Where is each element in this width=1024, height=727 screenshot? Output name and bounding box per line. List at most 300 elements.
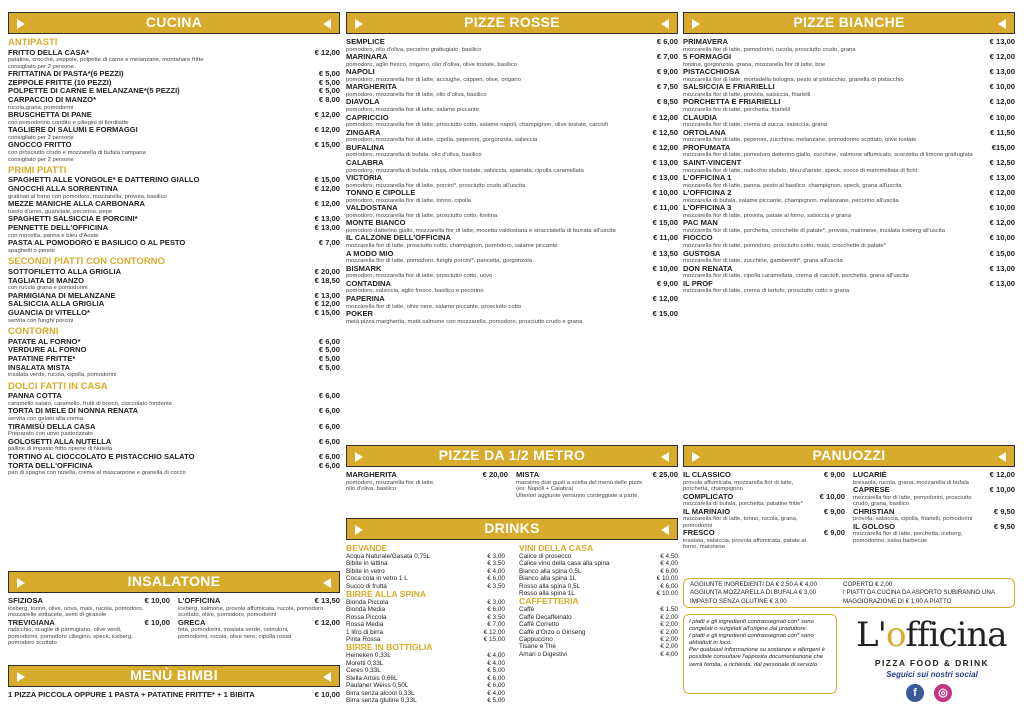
drink-name: Calice vino della casa alla spina	[519, 560, 610, 568]
item-name: ZEPPOLE FRITTE (10 PEZZI)	[8, 77, 112, 87]
item-price: € 6,00	[318, 436, 340, 446]
pizza-item	[683, 68, 1015, 77]
drink-name: Birra senza glutine 0,33L	[346, 696, 417, 704]
pizza-item	[683, 53, 1015, 62]
menu-item	[8, 407, 340, 416]
drink-name: Acqua Naturale/Gasata 0,75L	[346, 553, 431, 560]
pizza-name: CONTADINA	[346, 278, 391, 288]
item-description: palline di impasto fritto ripiene di Nutella	[8, 446, 113, 453]
mezzo-margherita: MARGHERITA € 20,00 pomodoro, mozzarella fior di latte, olio d'oliva, basilico	[346, 470, 508, 493]
pizza-name: NAPOLI	[346, 67, 375, 77]
drink-name: Coca cola in vetro 1 L	[346, 575, 408, 583]
drink-price: € 2,00	[660, 628, 678, 636]
drink-price: € 7,00	[487, 621, 505, 629]
extras-right: MAGGIORAZIONE DI € 1,00 A PIATTO	[843, 597, 952, 605]
item-name: SFIZIOSA	[8, 596, 44, 605]
extras-lines	[690, 581, 1008, 606]
item-description: Preparato con uovo pastorizzato	[8, 431, 93, 438]
pizza-item	[346, 189, 678, 198]
pizza-ingredients: mozzarella fior di latte, porchetta, crocchette di patate*, provola, maionese, insalata iceberg all'uscita	[683, 228, 946, 235]
pizza-price: € 15,00	[652, 218, 678, 228]
item-price: € 5,00	[318, 362, 340, 372]
pizza-item	[683, 38, 1015, 47]
arrow-left-icon	[998, 452, 1006, 462]
drink-name: Cappuccino	[519, 636, 553, 644]
notice-line: verrà fornita, a richiesta, dal personale di servizio.	[689, 661, 819, 668]
drink-price: € 4,00	[487, 652, 505, 660]
extras-row	[690, 598, 1008, 606]
drink-price: € 10,00	[656, 590, 678, 598]
item-description: iceberg, tonno, olive, uova, mais, rucola, pomodoro,	[8, 605, 144, 612]
drink-name: Bibite in vetro	[346, 567, 385, 575]
drink-price: € 6,00	[487, 682, 505, 690]
item-description: insalata, salsiccia, provola affumicata, patate al	[683, 537, 807, 544]
pizza-name: PORCHETTA E FRIARIELLI	[683, 97, 781, 107]
item-price: € 9,00	[823, 470, 845, 479]
brand-logo: L'officina	[856, 615, 1007, 655]
drink-item	[346, 675, 505, 682]
drink-name: Bionda Piccola	[346, 599, 389, 607]
menu-item	[178, 619, 340, 628]
pizza-price: € 13,00	[989, 172, 1015, 182]
item-price: € 10,00	[989, 485, 1015, 495]
item-description: pomodorino, salsa barbecue	[853, 537, 928, 544]
pizza-price: € 11,00	[653, 233, 678, 243]
item-description: provola affumicata, mozzarella fior di latte,	[683, 479, 794, 486]
menu-item	[853, 471, 1015, 480]
item-description: pomodorini, pomodoro ciliegino, speck, iceberg,	[8, 633, 133, 640]
pizza-name: CLAUDIA	[683, 112, 718, 122]
pizza-ingredients: mozzarella fior di latte, zucchine, gamberetti*, grana all'uscita	[683, 258, 843, 265]
drink-name: Caffè d'Orzo o Ginseng	[519, 628, 586, 636]
menu-item	[683, 493, 845, 502]
pizza-item	[683, 129, 1015, 138]
pizza-price: € 12,00	[989, 97, 1015, 107]
pizza-name: ORTOLANA	[683, 127, 726, 137]
drink-item	[346, 575, 505, 582]
pizza-price: € 15,00	[652, 308, 678, 318]
pizza-name: SEMPLICE	[346, 37, 385, 46]
pizza-name: IL PROF	[683, 278, 713, 288]
notice-line: abbattuti in loco.	[689, 640, 732, 647]
item-description: pomodoro scottato	[8, 640, 57, 647]
item-name: TORTA DELL'OFFICINA	[8, 460, 93, 470]
drink-item	[346, 621, 505, 628]
panuozzi-section	[683, 445, 1015, 551]
notice-lines	[689, 619, 831, 669]
item-name: LUCARIÉ	[853, 470, 887, 479]
drink-name: Paulaner Weiss 0,50L	[346, 682, 409, 690]
item-name: TIRAMISÙ DELLA CASA	[8, 421, 96, 431]
drink-item	[346, 606, 505, 613]
item-price: € 8,00	[318, 95, 340, 105]
pizza-price: € 9,00	[656, 67, 678, 77]
menu-item	[8, 597, 170, 606]
drink-item	[519, 606, 678, 613]
item-name: GRECA	[178, 617, 206, 627]
mezzo-metro-header: PIZZE DA 1/2 METRO	[346, 445, 678, 467]
cucina-header: CUCINA	[8, 12, 340, 34]
pizza-name: MARINARA	[346, 52, 388, 62]
pizza-price: € 11,00	[653, 203, 678, 213]
pizza-name: POKER	[346, 308, 374, 318]
pizza-item	[346, 83, 678, 92]
menu-item	[8, 364, 340, 373]
item-name: TREVIGIANA	[8, 617, 55, 627]
drinks-header: DRINKS	[346, 518, 678, 540]
item-description: mozzarella fior di latte, porchetta, iceberg,	[853, 531, 963, 538]
pizza-ingredients: mozzarella fior di latte, pomodorini, rucola, prosciutto crudo, grana	[683, 46, 856, 53]
item-description: con prosciutto crudo e mozzarella di bufala campana	[8, 150, 146, 157]
item-name: MEZZE MANICHE ALLA CARBONARA	[8, 199, 145, 209]
extras-right: COPERTO € 2,00	[843, 581, 893, 588]
bimbi-offer: 1 PIZZA PICCOLA OPPURE 1 PASTA + PATATINE FRITTE* + 1 BIBITA € 10,00	[8, 690, 340, 699]
item-price: € 10,00	[819, 491, 845, 501]
pizza-price: € 8,50	[656, 97, 678, 107]
pizza-ingredients: mozzarella fior di latte, panna, pesto al basilico, champignon, speck, grana all'uscita	[683, 182, 902, 189]
item-name: SALSICCIA ALLA GRIGLIA	[8, 299, 105, 309]
pizza-price: € 11,50	[990, 127, 1015, 137]
drink-name: Heineken 0,33L	[346, 652, 391, 660]
item-price: € 18,50	[314, 275, 340, 285]
drink-name: Amari o Digestivi	[519, 650, 567, 658]
drink-name: Tisane e Thè	[519, 643, 556, 651]
pizza-name: 5 FORMAGGI	[683, 52, 732, 62]
pizza-ingredients: pomodoro, mozzarella fior di latte, prosciutto cotto, salame napoli, champignon, olive tostate, carciofi	[346, 122, 608, 129]
item-price: € 6,00	[318, 406, 340, 416]
pizza-name: GUSTOSA	[683, 248, 721, 258]
pizze-bianche-header: PIZZE BIANCHE	[683, 12, 1015, 34]
notice-line: possibile consultare l'apposita documentazione che	[689, 654, 824, 661]
item-name: FRITTATINA DI PASTA*(6 PEZZI)	[8, 69, 124, 79]
pizza-ingredients: pomodoro, mozzarella fior di latte, prosciutto cotto, fontina	[346, 212, 498, 219]
drink-price: € 12,00	[483, 628, 505, 636]
drink-price: € 3,00	[487, 553, 505, 560]
drink-price: € 4,00	[487, 567, 505, 575]
item-description: forno, maionese	[683, 544, 726, 551]
drink-price: € 3,50	[487, 613, 505, 621]
arrow-right-icon	[355, 19, 363, 29]
item-description: consigliato per 2 persone	[8, 135, 74, 142]
drink-price: € 10,00	[656, 575, 678, 583]
drink-item	[519, 614, 678, 621]
panuozzi-header: PANUOZZI	[683, 445, 1015, 467]
menu-item	[853, 523, 1015, 532]
pizza-price: € 12,00	[989, 52, 1015, 62]
item-name: IL CLASSICO	[683, 470, 731, 479]
item-description: con rucola grana e pomodorini	[8, 285, 88, 292]
bimbi-header: MENÙ BIMBI	[8, 665, 340, 687]
brand-tagline: PIZZA FOOD & DRINK	[874, 658, 990, 668]
item-description: rucola,grana, pomodorini	[8, 104, 74, 111]
contorni-title: CONTORNI	[8, 326, 59, 338]
arrow-right-icon	[355, 452, 363, 462]
pizza-ingredients: mozzarella di bufala, salame piccante, champignon, melanzane, pecorino all'uscita	[683, 197, 899, 204]
drink-item	[346, 667, 505, 674]
drink-price: € 2,00	[660, 643, 678, 651]
item-description: pomodorini	[683, 522, 713, 529]
item-description: consigliato per 2 persone	[8, 156, 74, 163]
drink-name: Pinta Rossa	[346, 636, 381, 644]
pizza-price: € 13,00	[989, 278, 1015, 288]
pizza-price: € 12,00	[989, 188, 1015, 198]
pizza-ingredients: pomodoro, mozzarella di bufala, nduja, olive tostate, salsiccia, spianata, cipolla caramellata	[346, 167, 584, 174]
pizza-name: FIOCCO	[683, 233, 713, 243]
pizza-item	[683, 189, 1015, 198]
menu-item	[8, 392, 340, 401]
antipasti-title: ANTIPASTI	[8, 37, 58, 48]
drink-price: € 15,00	[483, 636, 505, 644]
pizza-item	[683, 250, 1015, 259]
dolci-title: DOLCI FATTI IN CASA	[8, 380, 108, 392]
drink-name: Rosso alla spina 1L	[519, 590, 575, 598]
item-name: GNOCCHI ALLA SORRENTINA	[8, 184, 118, 194]
pizza-price: € 12,00	[652, 293, 678, 303]
drink-price: € 4,50	[660, 553, 678, 560]
contorni-list	[8, 338, 340, 379]
pizza-item	[683, 159, 1015, 168]
pizza-ingredients: mozzarella fior di latte, peperoni, zucchine, melanzane, pomodorino scottato, olive tostate	[683, 137, 917, 144]
pizza-price: € 10,00	[989, 203, 1015, 213]
facebook-icon[interactable]: f	[906, 684, 924, 702]
pizza-name: IL CALZONE DELL'OFFICINA	[346, 233, 452, 243]
drink-item	[346, 614, 505, 621]
item-description: crudo, grana, basilico	[853, 501, 909, 508]
item-name: POLPETTE DI CARNE E MELANZANE*(5 PEZZI)	[8, 86, 180, 96]
drink-price: € 2,00	[660, 636, 678, 644]
item-price: € 15,00	[314, 175, 340, 185]
pizze-rosse-column	[346, 12, 678, 325]
item-price: € 10,00	[144, 617, 170, 627]
pizza-item	[346, 38, 678, 47]
drink-price: € 2,00	[660, 621, 678, 629]
drink-name: Bianco alla spina 1L	[519, 575, 577, 583]
pizza-item	[346, 250, 678, 259]
pizza-price: € 12,00	[652, 142, 678, 152]
menu-item	[8, 49, 340, 58]
pizza-ingredients: mozzarella fior di latte, pomodoro, prosciutto cotto, mais, crocchette di patate*	[683, 243, 886, 250]
pizza-ingredients: pomodoro, olio d'oliva, pecorino grattugiato, basilico	[346, 46, 482, 53]
item-description: consigliato per 2 persone	[8, 63, 74, 70]
pizza-ingredients: mozzarella fior di latte, prosciutto cotto, champignon, pomodoro, salame piccante	[346, 243, 558, 250]
pizza-item	[346, 295, 678, 304]
item-price: € 12,00	[989, 470, 1015, 479]
pizza-ingredients: mozzarella fior di latte, olive nere, salame piccante, prosciutto cotto	[346, 303, 522, 310]
pizza-ingredients: pomodoro, mozzarella fior di latte, salame piccante	[346, 107, 479, 114]
arrow-left-icon	[661, 19, 669, 29]
drink-price: € 4,00	[487, 659, 505, 667]
pizza-item	[346, 219, 678, 228]
item-name: GNOCCO FRITTO	[8, 140, 72, 150]
arrow-right-icon	[17, 19, 25, 29]
drinks-category: VINI DELLA CASA	[519, 543, 594, 553]
item-name: PATATINE FRITTE*	[8, 354, 76, 364]
drink-price: € 4,00	[660, 650, 678, 658]
menu-item	[8, 96, 340, 105]
pizze-rosse-header: PIZZE ROSSE	[346, 12, 678, 34]
drink-item	[346, 660, 505, 667]
panuozzi-right-list	[853, 471, 1015, 551]
pizza-ingredients: metà pizza margherita, metà salmone con mozzarella, pomodoro, prosciutto crudo e grana	[346, 318, 583, 325]
item-price: € 20,00	[314, 266, 340, 276]
extras-row	[690, 589, 1008, 597]
item-name: CARPACCIO DI MANZO*	[8, 95, 97, 105]
pizza-price: € 10,00	[989, 82, 1015, 92]
arrow-right-icon	[692, 19, 700, 29]
item-price: € 5,00	[318, 354, 340, 364]
drink-name: Caffè Corretto	[519, 621, 560, 629]
item-name: PARMIGIANA DI MELANZANE	[8, 290, 116, 300]
drink-item	[519, 651, 678, 658]
insalatone-header: INSALATONE	[8, 571, 340, 593]
secondi-title: SECONDI PIATTI CON CONTORNO	[8, 256, 165, 268]
item-price: € 12,00	[314, 47, 340, 57]
item-name: CAPRESE	[853, 485, 890, 495]
pizza-name: CALABRA	[346, 157, 384, 167]
pizza-item	[683, 114, 1015, 123]
drink-item	[346, 652, 505, 659]
menu-item	[8, 619, 170, 628]
instagram-icon[interactable]: ◎	[934, 684, 952, 702]
pizza-ingredients: pomodoro, mozzarella fior di latte, olio d'oliva, basilico	[346, 92, 487, 99]
pizza-item	[683, 265, 1015, 274]
drink-name: Caffè	[519, 606, 535, 614]
insalatone-left-list	[8, 597, 170, 646]
pizza-price: € 10,00	[989, 233, 1015, 243]
item-price: € 6,00	[318, 391, 340, 401]
item-description: servita con funghi porcini	[8, 317, 74, 324]
drink-name: Calice di prosecco	[519, 553, 572, 560]
pizza-ingredients: pomodoro, mozzarella fior di latte, cipolla, peperoni, gorgonzola, salsiccia	[346, 137, 538, 144]
item-name: FRITTO DELLA CASA*	[8, 47, 89, 57]
drink-name: Rosso alla spina 0,5L	[519, 582, 581, 590]
insalatone-section	[8, 571, 340, 646]
pizza-item	[346, 114, 678, 123]
pizza-price: € 13,50	[652, 248, 678, 258]
item-name: TAGLIATA DI MANZO	[8, 275, 85, 285]
drink-item	[346, 629, 505, 636]
item-price: € 6,00	[318, 336, 340, 346]
pizza-name: CAPRICCIO	[346, 112, 389, 122]
primi-title: PRIMI PIATTI	[8, 164, 67, 176]
drink-price: € 6,00	[487, 606, 505, 614]
pizza-ingredients: pomodoro, mozzarella fior di latte, porcini*, prosciutto crudo all'uscita	[346, 182, 526, 189]
notice-line: Per qualsiasi informazione su sostanze e allergeni è	[689, 647, 825, 654]
extras-row	[690, 581, 1008, 589]
drink-name: Rossa Piccola	[346, 613, 387, 621]
pizza-item	[346, 98, 678, 107]
menu-item	[683, 471, 845, 480]
item-description: pomodorini, rucola, olive nere, cipolla rossa	[178, 633, 292, 640]
pizze-bianche-list	[683, 38, 1015, 295]
item-name: GOLOSETTI ALLA NUTELLA	[8, 436, 112, 446]
pizza-item	[683, 144, 1015, 153]
menu-item	[178, 597, 340, 606]
pizza-price: € 13,00	[652, 172, 678, 182]
drink-item	[519, 560, 678, 567]
item-price: € 12,00	[314, 125, 340, 135]
drink-name: Rossa Media	[346, 621, 384, 629]
item-name: PATATE AL FORNO*	[8, 336, 81, 346]
item-description: scottato, olive, pomodoro, pomodorini	[178, 612, 277, 619]
menu-item	[8, 224, 340, 233]
pizza-price: € 13,00	[989, 37, 1015, 46]
item-price: € 6,00	[318, 451, 340, 461]
pizza-item	[346, 68, 678, 77]
item-price: € 13,00	[314, 223, 340, 233]
arrow-right-icon	[692, 452, 700, 462]
drinks-category: BIRRE ALLA SPINA	[346, 589, 427, 600]
drink-price: € 5,00	[487, 696, 505, 704]
menu-item	[8, 462, 340, 471]
notice-line: I piatti e gli ingredienti contrassegnati con* sono	[689, 633, 814, 640]
pizza-name: VALDOSTANA	[346, 203, 398, 213]
dolci-list	[8, 392, 340, 476]
pizza-price: € 9,00	[656, 278, 678, 288]
pizza-ingredients: mozzarella fior di latte, crema di tartufo, prosciutto cotto e grana	[683, 288, 850, 295]
extras-box	[683, 578, 1015, 608]
pizza-price: € 13,00	[989, 67, 1015, 77]
pizza-name: PRIMAVERA	[683, 37, 729, 46]
arrow-left-icon	[998, 19, 1006, 29]
pizza-item	[346, 129, 678, 138]
pizza-price: € 13,00	[989, 263, 1015, 273]
menu-item	[8, 277, 340, 286]
pizza-ingredients: pomodoro, mozzarella di bufala, olio d'oliva, basilico	[346, 152, 482, 159]
item-price: € 10,00	[144, 596, 170, 605]
menu-item	[8, 423, 340, 432]
pizza-name: BISMARK	[346, 263, 382, 273]
pizza-price: € 12,00	[652, 112, 678, 122]
item-description: spaghetti o penne	[8, 247, 55, 254]
pizza-ingredients: pomodoro, mozzarella fior di latte, acciughe, capperi, olive, origano	[346, 76, 521, 83]
arrow-left-icon	[323, 672, 331, 682]
item-description: provola, salsiccia, cipolla, friarielli, pomodorini	[853, 516, 973, 523]
item-name: BRUSCHETTA DI PANE	[8, 110, 92, 120]
pizza-name: TONNO E CIPOLLE	[346, 188, 416, 198]
drink-price: € 3,50	[487, 560, 505, 568]
drink-item	[346, 690, 505, 697]
pizza-ingredients: mozzarella fior di latte, cipolla caramellata, crema di carciofi, porchetta, grana all'uscita	[683, 273, 909, 280]
extras-right: I PIATTI DA CUCINA DA ASPORTO SUBIRANNO UNA	[843, 589, 995, 597]
pizza-ingredients: mozzarella fior di latte, radicchio stufato, bleu d'aoste, speck, zocco di mammellata di fichi	[683, 167, 917, 174]
item-name: FRESCO	[683, 528, 715, 538]
menu-item	[853, 508, 1015, 517]
drink-price: € 6,00	[487, 674, 505, 682]
drinks-category: BIRRE IN BOTTIGLIA	[346, 642, 433, 653]
drinks-section	[346, 518, 678, 704]
pizza-price: € 7,00	[656, 52, 678, 62]
pizza-price: € 10,00	[989, 112, 1015, 122]
pizza-name: VICTORIA	[346, 172, 383, 182]
menu-item	[8, 111, 340, 120]
pizza-name: DON RENATA	[683, 263, 733, 273]
drink-item	[519, 583, 678, 590]
item-name: COMPLICATO	[683, 491, 734, 501]
item-name: PANNA COTTA	[8, 391, 62, 401]
pizza-item	[346, 280, 678, 289]
primi-list	[8, 176, 340, 254]
pizza-item	[683, 234, 1015, 243]
item-price: € 12,00	[314, 184, 340, 194]
item-description: insalata verde, rucola, cipolla, pomodorini	[8, 372, 117, 379]
pizza-name: A MODO MIO	[346, 248, 394, 258]
pizza-item	[346, 159, 678, 168]
item-name: VERDURE AL FORNO	[8, 345, 87, 355]
item-description: mozzarella fior di latte, pomodorini, prosciutto	[853, 494, 972, 501]
drink-price: € 6,00	[487, 575, 505, 583]
pizza-ingredients: mozzarella fior di latte, mortadella bologna, pesto al pistacchio, granella di pistacchio	[683, 76, 904, 83]
